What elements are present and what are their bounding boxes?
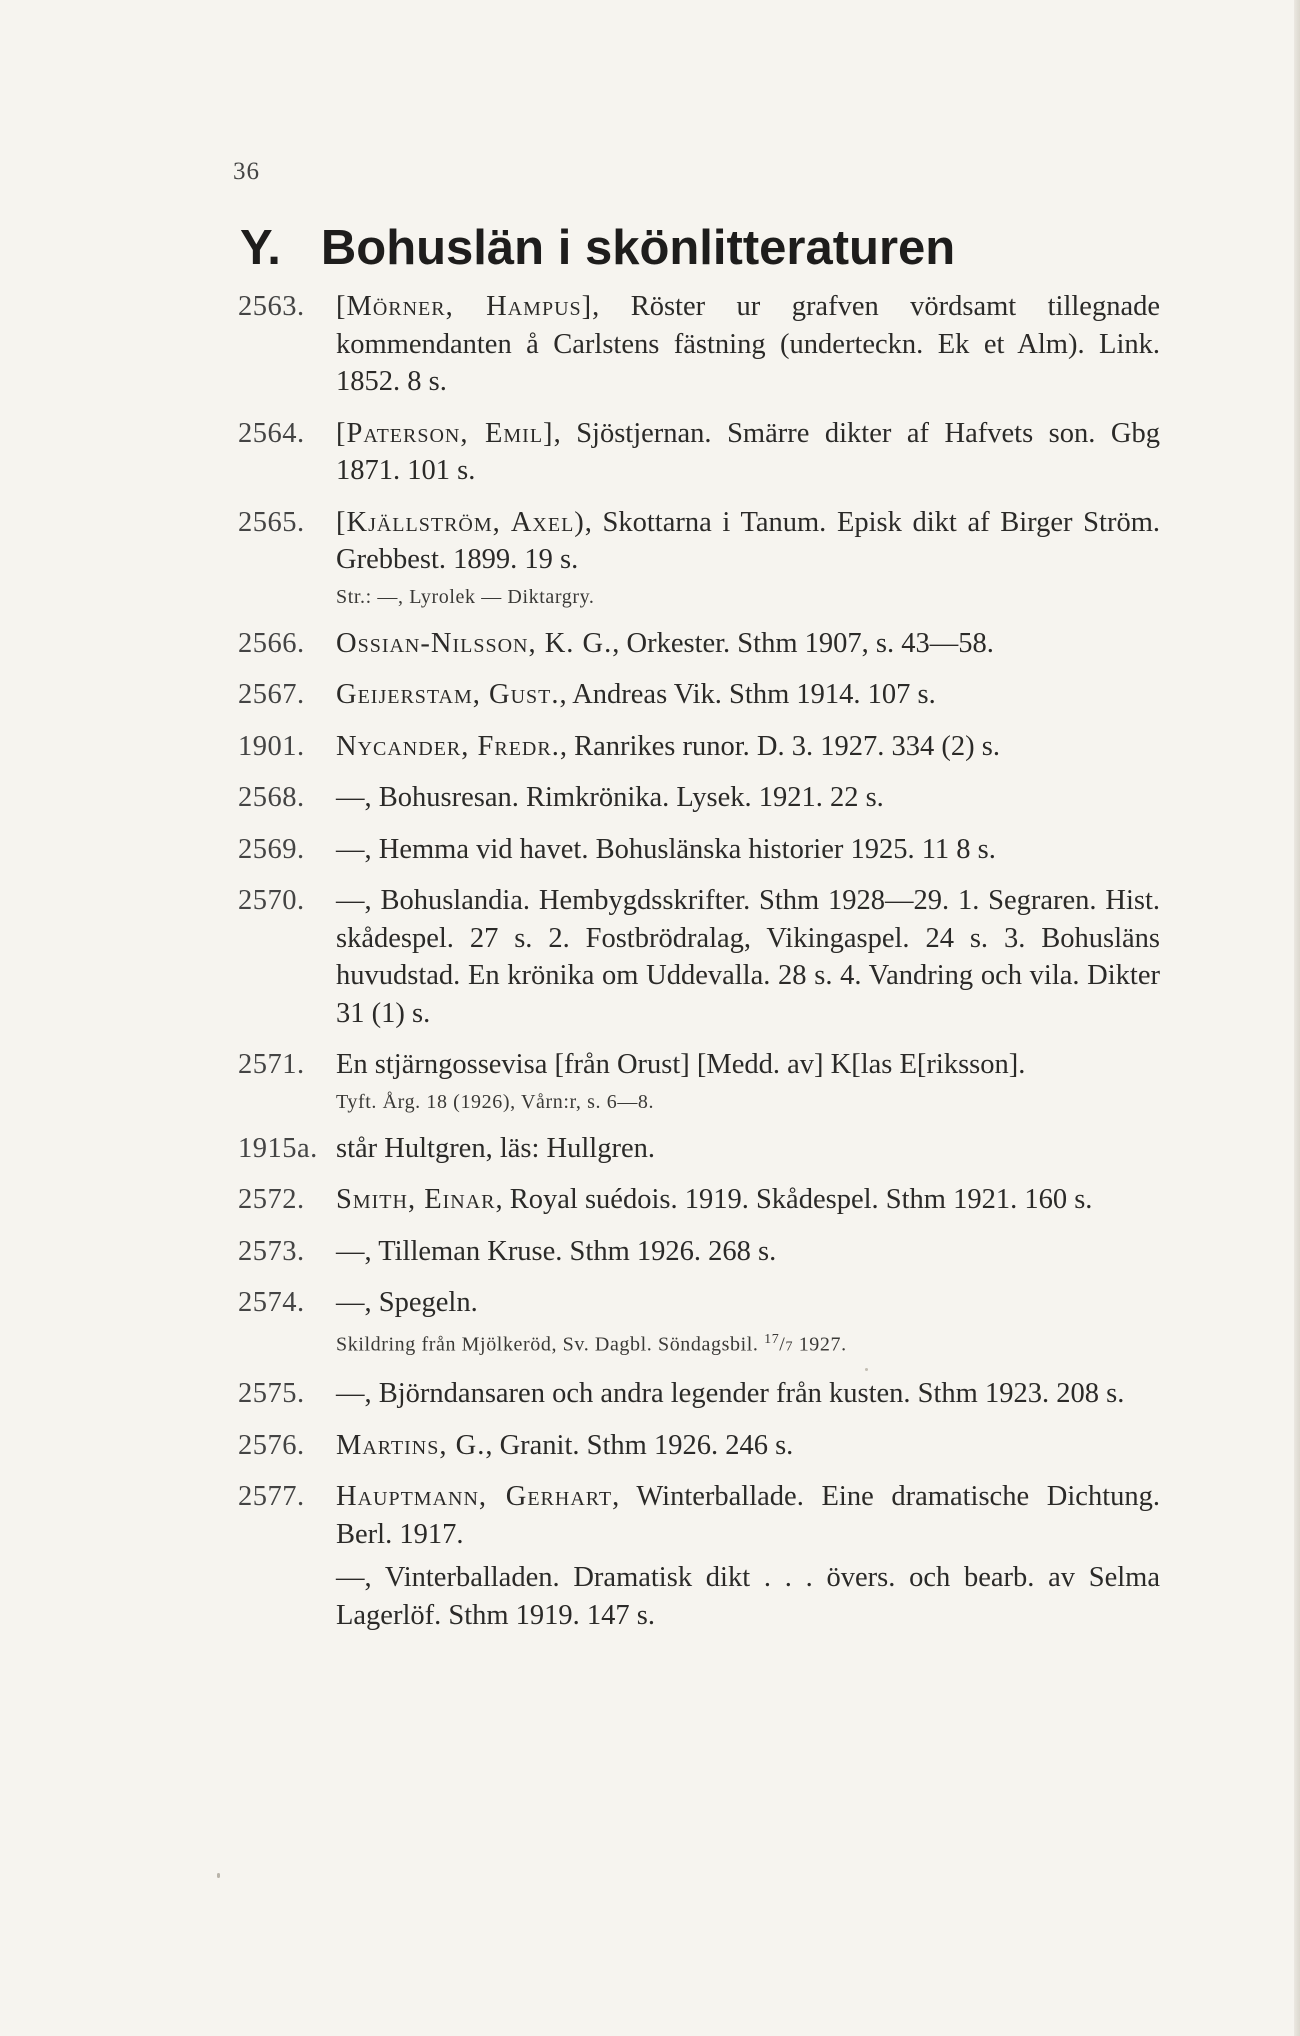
entry-text: —, Tilleman Kruse. Sthm 1926. 268 s. bbox=[336, 1235, 777, 1267]
page-edge bbox=[1294, 0, 1300, 2036]
entry-number: 2574. bbox=[238, 1287, 305, 1318]
entry-author: [Kjällström, Axel) bbox=[336, 506, 585, 538]
entry-note: Str.: —, Lyrolek — Diktargry. bbox=[336, 585, 595, 608]
entry-author: Hauptmann, Gerhart bbox=[336, 1481, 613, 1513]
entry-number: 2565. bbox=[238, 506, 305, 538]
entry-number: 2575. bbox=[238, 1378, 305, 1410]
paper-speck bbox=[217, 1873, 220, 1878]
entry-number: 2567. bbox=[238, 679, 305, 710]
list-item bbox=[238, 676, 1160, 714]
list-item bbox=[238, 415, 1160, 490]
section-letter: Y. bbox=[240, 221, 281, 275]
section-title bbox=[240, 220, 955, 276]
page-number: 36 bbox=[233, 158, 260, 185]
note-day: 17 bbox=[764, 1331, 780, 1347]
entry-number: 2576. bbox=[238, 1429, 305, 1461]
entry-author: Smith, Einar bbox=[336, 1184, 496, 1215]
entry-text: , Granit. Sthm 1926. 246 s. bbox=[485, 1429, 794, 1461]
entry-text: , Andreas Vik. Sthm 1914. 107 s. bbox=[559, 679, 936, 710]
entry-number: 2569. bbox=[238, 833, 305, 865]
entry-number: 1915a. bbox=[238, 1132, 318, 1164]
entry-author: [Paterson, Emil] bbox=[336, 417, 554, 449]
list-item bbox=[238, 1233, 1160, 1271]
entry-text: , Ranrikes runor. D. 3. 1927. 334 (2) s. bbox=[559, 730, 1000, 762]
list-item bbox=[238, 625, 1160, 663]
note-text: Skildring från Mjölkeröd, Sv. Dagbl. Söndagsbil. bbox=[336, 1333, 759, 1356]
entry-text: —, Björndansaren och andra legender från kusten. Sthm 1923. 208 s. bbox=[336, 1378, 1125, 1410]
entry-author: Nycander, Fredr. bbox=[336, 730, 560, 762]
entry-text: står Hultgren, läs: Hullgren. bbox=[336, 1132, 655, 1164]
list-item bbox=[238, 1130, 1160, 1168]
list-item bbox=[238, 1284, 1160, 1322]
entry-number: 2563. bbox=[238, 291, 305, 322]
entry-text: —, Bohusresan. Rimkrönika. Lysek. 1921. 22 s. bbox=[336, 782, 884, 813]
list-item bbox=[238, 779, 1160, 817]
entry-number: 2568. bbox=[238, 782, 305, 813]
entry-number: 2577. bbox=[238, 1481, 305, 1513]
list-item bbox=[238, 1181, 1160, 1219]
entry-author: Geijerstam, Gust. bbox=[336, 679, 560, 710]
entry-note: Tyft. Årg. 18 (1926), Vårn:r, s. 6—8. bbox=[336, 1090, 655, 1113]
entry-author: Martins, G. bbox=[336, 1429, 486, 1461]
list-item bbox=[238, 831, 1160, 869]
note-year: 1927. bbox=[798, 1333, 847, 1356]
list-item bbox=[238, 728, 1160, 766]
entry-text: , Röster ur grafven vördsamt tillegnade kommendanten å Carlstens fästning (underteckn. Ek et Alm). Link. 1852. 8 s. bbox=[336, 291, 1160, 397]
entry-text: , Royal suédois. 1919. Skådespel. Sthm 1921. 160 s. bbox=[495, 1184, 1093, 1215]
entry-text: , Sjöstjernan. Smärre dikter af Hafvets son. Gbg 1871. 101 s. bbox=[336, 417, 1160, 486]
entry-author: Ossian-Nilsson, K. G. bbox=[336, 627, 613, 659]
entry-number: 1901. bbox=[238, 730, 305, 762]
entry-author: [Mörner, Hampus] bbox=[336, 291, 593, 322]
entry-text: —, Spegeln. bbox=[336, 1287, 478, 1318]
entry-text: —, Bohuslandia. Hembygdsskrifter. Sthm 1928—29. 1. Segraren. Hist. skådespel. 27 s. 2. Fostbrödralag, Vikingaspel. 24 s. 3. Bohusläns huvudstad. En krönika om Uddevalla. 28 s. 4. Vandring och vila. Dikter 31 (1) s. bbox=[336, 885, 1160, 1029]
entry-number: 2566. bbox=[238, 627, 305, 659]
bibliography-list bbox=[238, 288, 1160, 1634]
list-item bbox=[238, 882, 1160, 1032]
entry-text: En stjärngossevisa [från Orust] [Medd. av] K[las E[riksson]. bbox=[336, 1049, 1026, 1080]
list-item bbox=[238, 1478, 1160, 1553]
entry-number: 2570. bbox=[238, 885, 305, 916]
entry-note: Skildring från Mjölkeröd, Sv. Dagbl. Söndagsbil. $^{17}$/7 1927. bbox=[336, 1331, 847, 1356]
entry-text: , Orkester. Sthm 1907, s. 43—58. bbox=[612, 627, 994, 659]
entry-number: 2572. bbox=[238, 1184, 305, 1215]
note-month: 7 bbox=[785, 1339, 794, 1355]
list-item bbox=[238, 1375, 1160, 1413]
entry-number: 2564. bbox=[238, 417, 305, 449]
section-heading: Bohuslän i skönlitteraturen bbox=[320, 221, 956, 275]
entry-continuation: —, Vinterballaden. Dramatisk dikt . . . övers. och bearb. av Selma Lagerlöf. Sthm 1919. 147 s. bbox=[336, 1562, 1160, 1631]
entry-text: —, Hemma vid havet. Bohuslänska historier 1925. 11 8 s. bbox=[336, 833, 996, 865]
entry-number: 2571. bbox=[238, 1049, 305, 1080]
list-item bbox=[238, 504, 1160, 579]
entry-number: 2573. bbox=[238, 1235, 305, 1267]
list-item bbox=[238, 1427, 1160, 1465]
entry-text: , Winterballade. Eine dramatische Dichtung. Berl. 1917. bbox=[336, 1481, 1160, 1550]
list-item bbox=[238, 1046, 1160, 1084]
entry-text: , Skottarna i Tanum. Episk dikt af Birger Ström. Grebbest. 1899. 19 s. bbox=[336, 506, 1160, 575]
list-item bbox=[238, 288, 1160, 401]
